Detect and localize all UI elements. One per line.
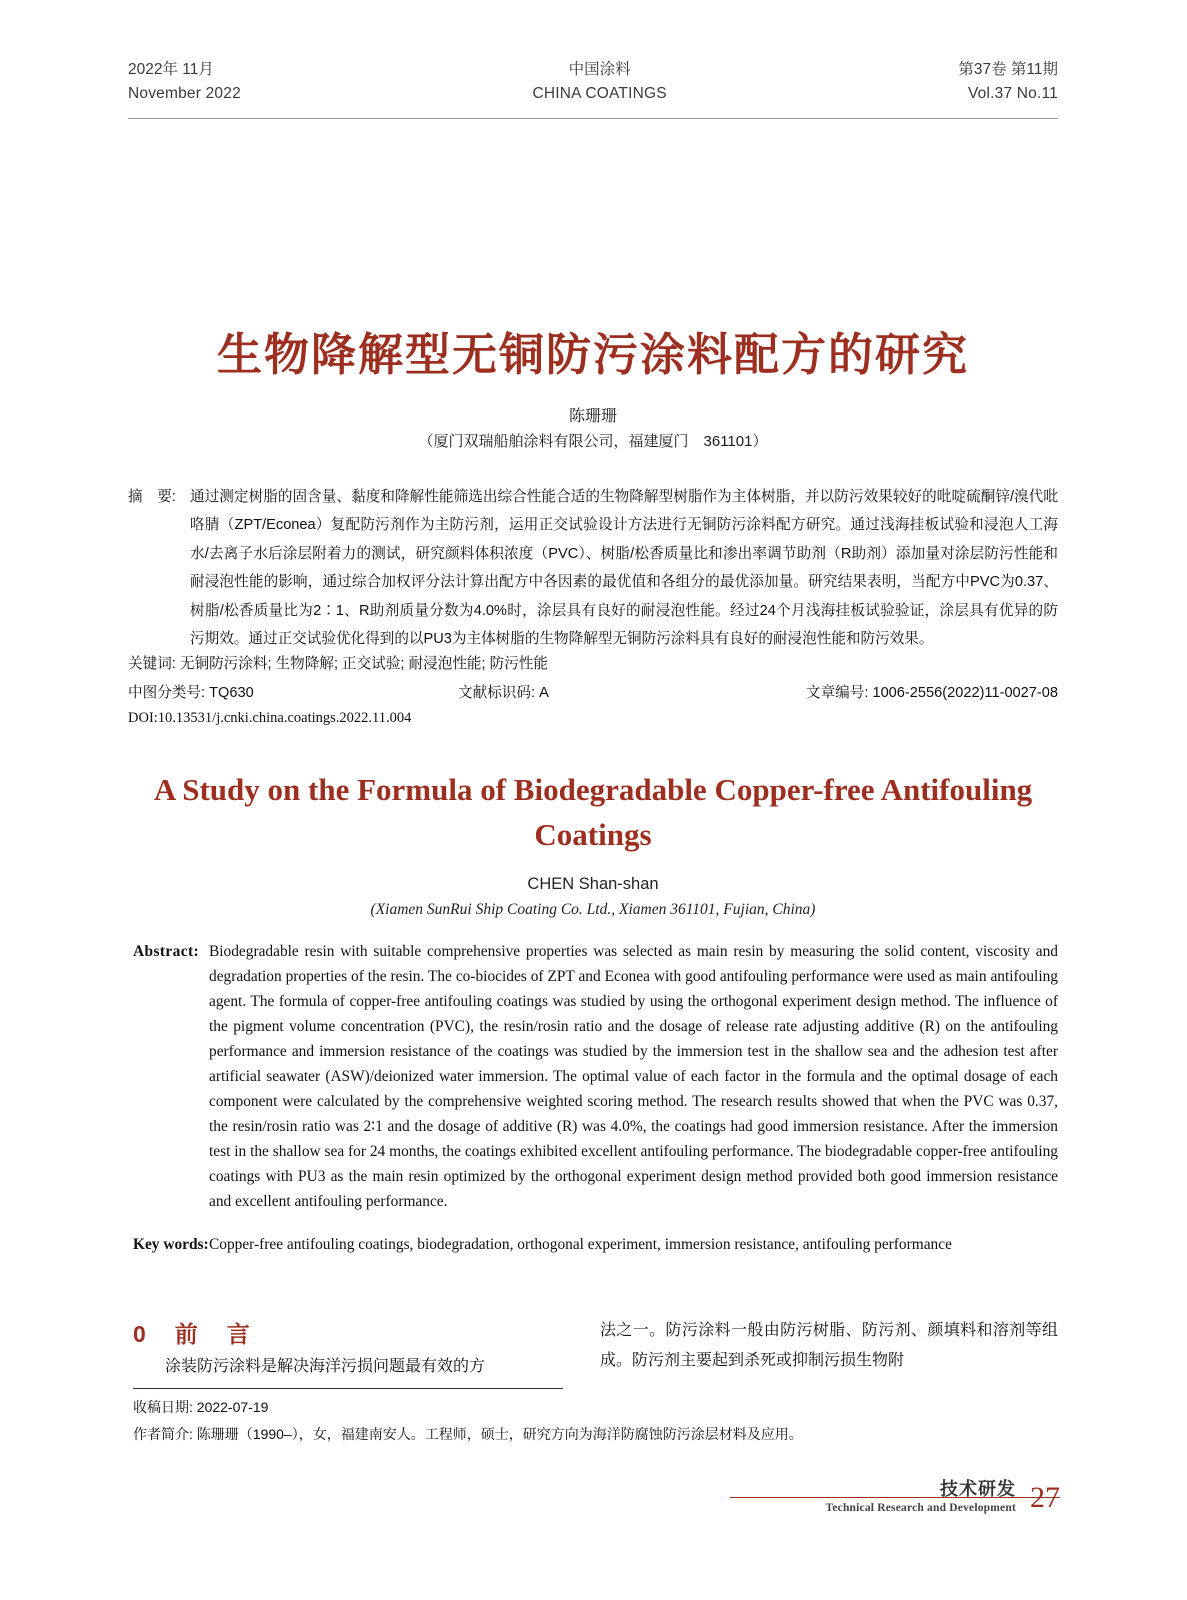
keywords-en-label: Key words: [133,1236,209,1253]
abstract-zh [128,483,1058,654]
page-title-zh: 生物降解型无铜防污涂料配方的研究 [216,329,969,380]
running-head-date-zh: 2022年 11月 [128,61,214,78]
abstract-en [133,940,1058,1214]
footnote-divider [133,1388,563,1389]
volume-issue-en: Vol.37 No.11 [967,85,1058,103]
doi-line: DOI:10.13531/j.cnki.china.coatings.2022.11.004 [128,710,412,726]
abstract-en-text: Biodegradable resin with suitable comprehensive properties was selected as main resin by measuring the solid content, viscosity and degradation properties of the resin. The co-biocides of ZPT and Econea with good antifouling performance were used as main antifouling agent. The formula of copper-free antifouling coatings was studied by using the orthogonal experiment design method. The influence of the pigment volume concentration (PVC), the resin/rosin ratio and the dosage of release rate adjusting additive (R) on the antifouling performance and immersion resistance of the coatings was studied by the immersion test in the shallow sea and the adhesion test after artificial seawater (ASW)/deionized water immersion. The optimal value of each factor in the formula and the optimal dosage of each component were calculated by the comprehensive weighted scoring method. The research results showed that when the PVC was 0.37, the resin/rosin ratio was 2∶1 and the dosage of additive (R) was 4.0%, the coatings had good immersion resistance. After the immersion test in the shallow sea for 24 months, the coatings exhibited excellent antifouling performance. The biodegradable copper-free antifouling coatings with PU3 as the main resin optimized by the orthogonal experiment design method provided both good immersion resistance and excellent antifouling performance. [209,943,1058,1210]
running-head [128,58,1058,106]
journal-name-zh: 中国涂料 [568,61,631,78]
affiliation-zh: （厦门双瑞船舶涂料有限公司，福建厦门 361101） [418,433,768,450]
running-head-divider [128,118,1058,119]
section-heading-introduction: 0 前 言 [133,1321,253,1347]
author-biography: 作者简介: 陈珊珊（1990–），女，福建南安人。工程师，硕士，研究方向为海洋防腐蚀防污涂层材料及应用。 [133,1426,803,1443]
volume-issue-zh: 第37卷 第11期 [958,61,1058,78]
running-head-left [128,58,241,106]
running-head-right [958,58,1058,106]
abstract-zh-label: 摘 要: [128,489,176,505]
article-number: 文章编号: 1006-2556(2022)11-0027-08 [805,685,1058,701]
body-column-right [600,1316,1058,1375]
affiliation-en: (Xiamen SunRui Ship Coating Co. Ltd., Xiamen 361101, Fujian, China) [370,901,816,918]
footnotes [133,1394,1058,1449]
page-footer [730,1478,1060,1515]
body-paragraph-left: 涂装防污涂料是解决海洋污损问题最有效的方 [165,1358,486,1375]
keywords-en [133,1233,1058,1258]
footer-section-zh: 技术研发 [940,1479,1016,1499]
page-title-en: A Study on the Formula of Biodegradable Copper-free Antifouling Coatings [153,772,1033,852]
body-paragraph-right: 法之一。防污涂料一般由防污树脂、防污剂、颜填料和溶剂等组成。防污剂主要起到杀死或抑制污损生物附 [600,1322,1058,1369]
document-code: 文献标识码: A [458,685,549,701]
received-date: 收稿日期: 2022-07-19 [133,1399,269,1415]
keywords-en-text: Copper-free antifouling coatings, biodegradation, orthogonal experiment, immersion resistance, antifouling performance [209,1236,952,1253]
running-head-date-en: November 2022 [128,85,241,103]
author-zh: 陈珊珊 [568,408,617,425]
journal-name-en: CHINA COATINGS [532,85,667,103]
body-column-left [133,1352,563,1382]
author-en: CHEN Shan-shan [527,875,659,893]
keywords-zh: 关键词: 无铜防污涂料; 生物降解; 正交试验; 耐浸泡性能; 防污性能 [128,656,548,672]
abstract-en-label: Abstract: [133,943,199,960]
abstract-zh-text: 通过测定树脂的固含量、黏度和降解性能筛选出综合性能合适的生物降解型树脂作为主体树脂，并以防污效果较好的吡啶硫酮锌/溴代吡咯腈（ZPT/Econea）复配防污剂作为主防污剂，运用正交试验设计方法进行无铜防污涂料配方研究。通过浅海挂板试验和浸泡人工海水/去离子水后涂层附着力的测试，研究颜料体积浓度（PVC）、树脂/松香质量比和渗出率调节助剂（R助剂）添加量对涂层防污性能和耐浸泡性能的影响，通过综合加权评分法计算出配方中各因素的最优值和各组分的最优添加量。研究结果表明，当配方中PVC为0.37、树脂/松香质量比为2∶1、R助剂质量分数为4.0%时，涂层具有良好的耐浸泡性能。经过24个月浅海挂板试验验证，涂层具有优异的防污期效。通过正交试验优化得到的以PU3为主体树脂的生物降解型无铜防污涂料具有良好的耐浸泡性能和防污效果。 [190,489,1058,648]
page-number: 27 [1030,1480,1060,1514]
footer-section-label [826,1478,1016,1515]
article-metadata-zh [128,681,1058,702]
clc-number: 中图分类号: TQ630 [128,685,254,701]
running-head-center [532,58,666,106]
footer-section-en: Technical Research and Development [825,1501,1016,1514]
